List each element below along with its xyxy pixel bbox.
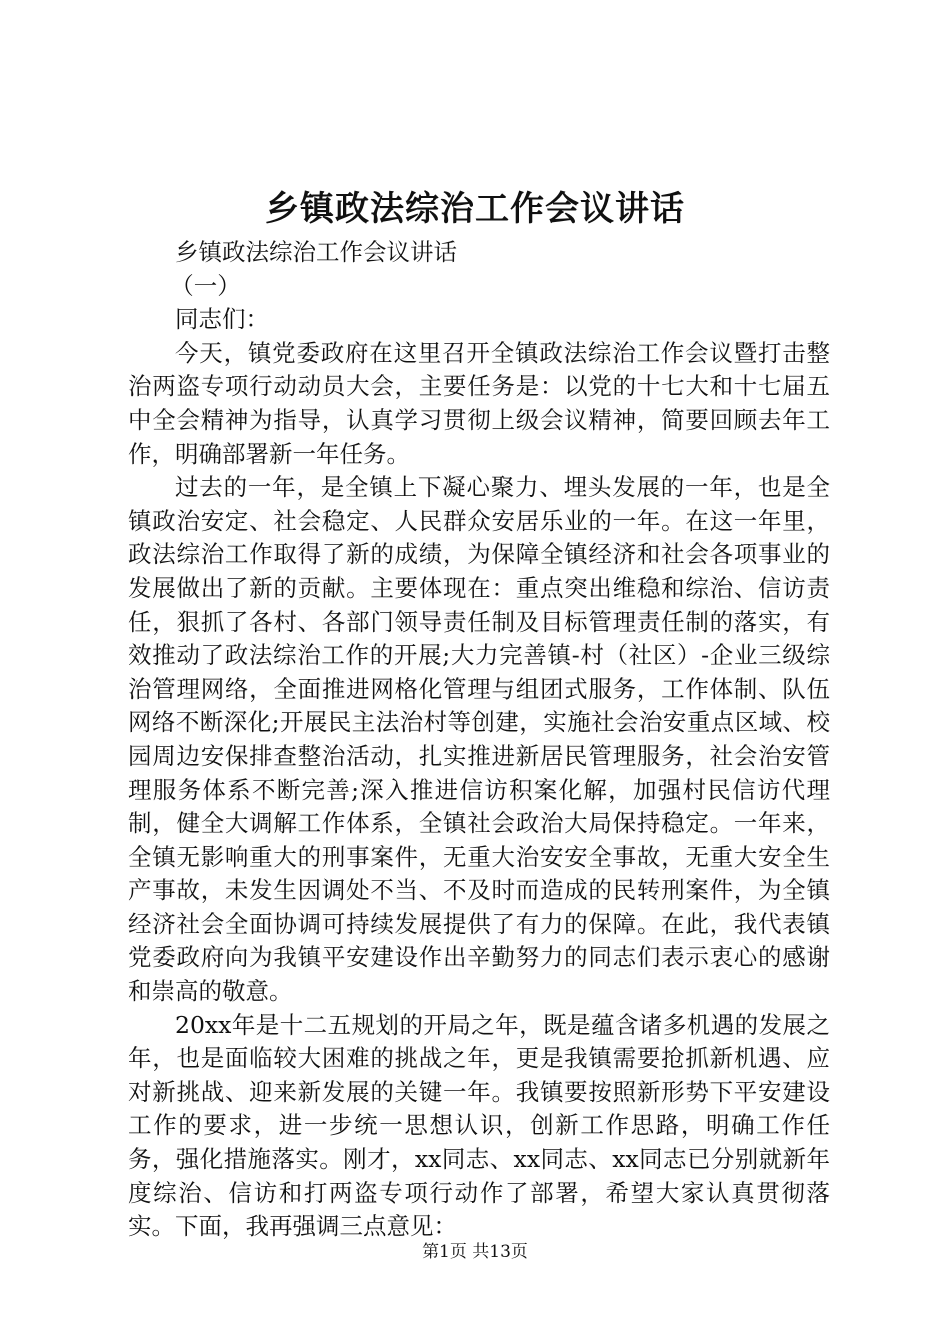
document-title: 乡镇政法综治工作会议讲话: [265, 189, 685, 229]
page-footer: 第1页 共13页: [422, 1242, 528, 1262]
section-number: （一）: [170, 271, 241, 300]
salutation: 同志们：: [175, 305, 269, 334]
body-paragraph: 今天，镇党委政府在这里召开全镇政法综治工作会议暨打击整治两盗专项行动动员大会，主要任务是：以党的十七大和十七届五中全会精神为指导，认真学习贯彻上级会议精神，简要回顾去年工作，明确部署新一年任务。: [128, 338, 830, 468]
subtitle-paragraph: 乡镇政法综治工作会议讲话: [175, 238, 457, 266]
body-paragraph: 过去的一年，是全镇上下凝心聚力、埋头发展的一年，也是全镇政治安定、社会稳定、人民群众安居乐业的一年。在这一年里，政法综治工作取得了新的成绩，为保障全镇经济和社会各项事业的发展做出了新的贡献。主要体现在：重点突出维稳和综治、信访责任，狠抓了各村、各部门领导责任制及目标管理责任制的落实，有效推动了政法综治工作的开展;大力完善镇-村（社区）-企业三级综治管理网络，全面推进网格化管理与组团式服务，工作体制、队伍网络不断深化;开展民主法治村等创建，实施社会治安重点区域、校园周边安保排查整治活动，扎实推进新居民管理服务，社会治安管理服务体系不断完善;深入推进信访积案化解，加强村民信访代理制，健全大调解工作体系，全镇社会政治大局保持稳定。一年来，全镇无影响重大的刑事案件，无重大治安安全事故，无重大安全生产事故，未发生因调处不当、不及时而造成的民转刑案件，为全镇经济社会全面协调可持续发展提供了有力的保障。在此，我代表镇党委政府向为我镇平安建设作出辛勤努力的同志们表示衷心的感谢和崇高的敬意。: [128, 473, 830, 1006]
document-body: [128, 236, 830, 1244]
body-paragraph: 20xx年是十二五规划的开局之年，既是蕴含诸多机遇的发展之年，也是面临较大困难的挑战之年，更是我镇需要抢抓新机遇、应对新挑战、迎来新发展的关键一年。我镇要按照新形势下平安建设工作的要求，进一步统一思想认识，创新工作思路，明确工作任务，强化措施落实。刚才，xx同志、xx同志、xx同志已分别就新年度综治、信访和打两盗专项行动作了部署，希望大家认真贯彻落实。下面，我再强调三点意见：: [128, 1010, 830, 1241]
